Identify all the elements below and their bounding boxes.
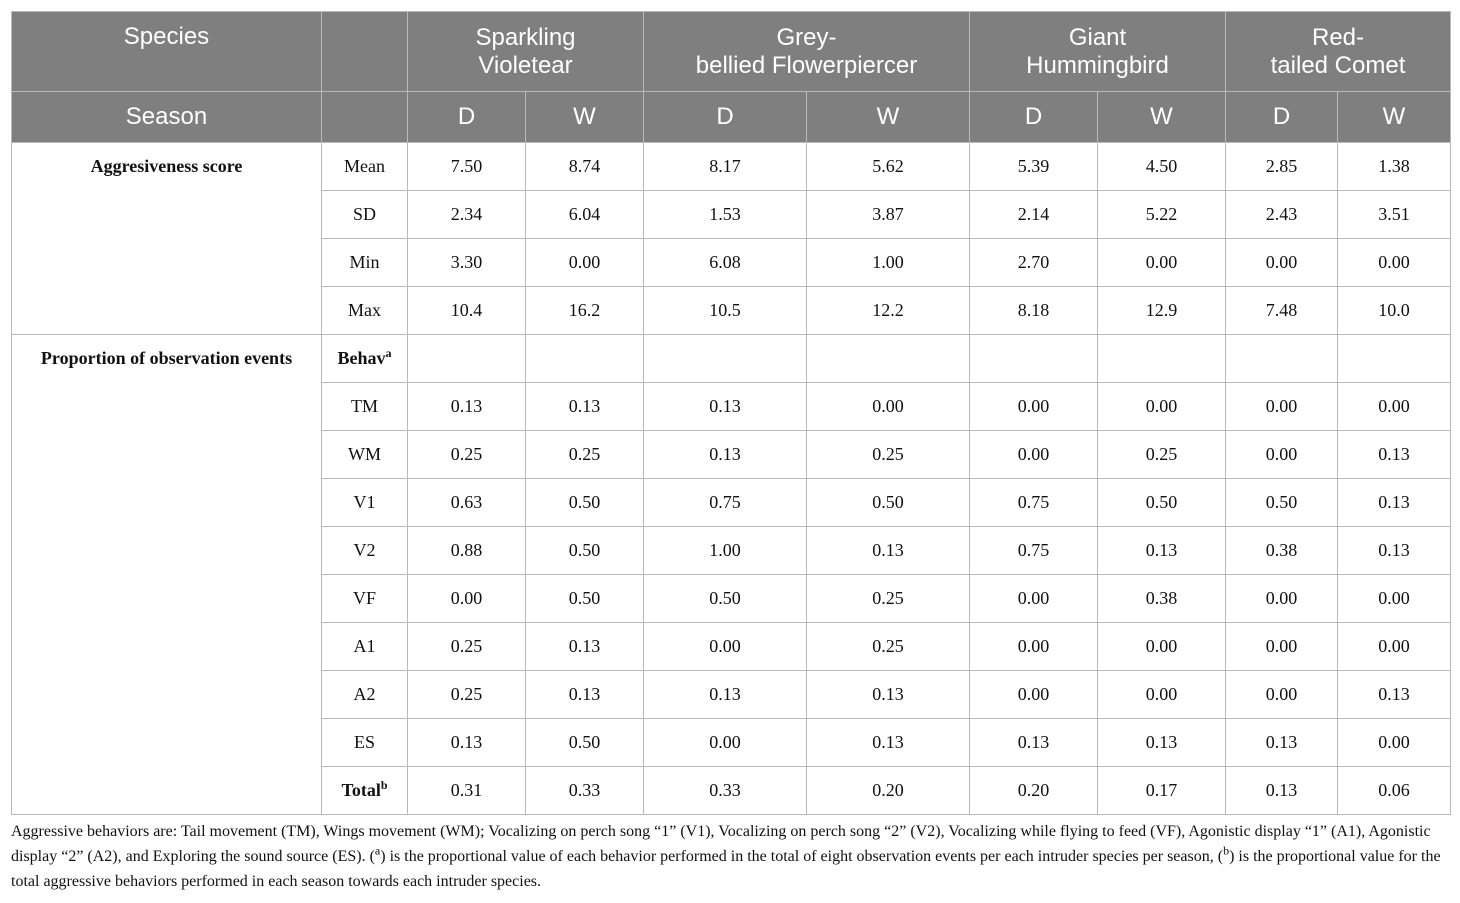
behavior-label: A1	[322, 623, 408, 671]
value-cell: 2.43	[1226, 191, 1338, 239]
value-cell: 0.25	[1098, 431, 1226, 479]
empty-cell	[807, 335, 970, 383]
value-cell: 0.25	[408, 431, 526, 479]
value-cell: 0.00	[644, 623, 807, 671]
value-cell: 3.30	[408, 239, 526, 287]
value-cell: 8.17	[644, 143, 807, 191]
total-label: Total$^b$	[322, 767, 408, 815]
value-cell: 5.39	[970, 143, 1098, 191]
behavior-label: ES	[322, 719, 408, 767]
value-cell: 0.00	[1338, 623, 1451, 671]
value-cell: 3.87	[807, 191, 970, 239]
species-header: Sparkling Violetear	[408, 12, 644, 92]
value-cell: 1.00	[644, 527, 807, 575]
behavior-label: VF	[322, 575, 408, 623]
value-cell: 0.33	[526, 767, 644, 815]
value-cell: 0.25	[526, 431, 644, 479]
stat-label: Min	[322, 239, 408, 287]
value-cell: 0.33	[644, 767, 807, 815]
value-cell: 2.14	[970, 191, 1098, 239]
value-cell: 0.13	[1338, 671, 1451, 719]
value-cell: 0.50	[526, 575, 644, 623]
value-cell: 0.38	[1098, 575, 1226, 623]
value-cell: 0.31	[408, 767, 526, 815]
header-blank-cell	[322, 12, 408, 92]
value-cell: 10.5	[644, 287, 807, 335]
value-cell: 2.70	[970, 239, 1098, 287]
stat-label: Max	[322, 287, 408, 335]
value-cell: 0.13	[644, 383, 807, 431]
table-container	[11, 11, 1450, 815]
behavior-label: V1	[322, 479, 408, 527]
value-cell: 0.00	[1226, 431, 1338, 479]
value-cell: 0.13	[408, 383, 526, 431]
value-cell: 0.13	[1226, 719, 1338, 767]
value-cell: 10.0	[1338, 287, 1451, 335]
season-header: W	[526, 92, 644, 143]
value-cell: 0.75	[644, 479, 807, 527]
value-cell: 12.9	[1098, 287, 1226, 335]
value-cell: 0.00	[1098, 383, 1226, 431]
behavior-label: WM	[322, 431, 408, 479]
behavior-label: TM	[322, 383, 408, 431]
value-cell: 0.00	[1338, 719, 1451, 767]
value-cell: 0.13	[970, 719, 1098, 767]
season-header: D	[1226, 92, 1338, 143]
value-cell: 0.00	[1226, 383, 1338, 431]
season-header: W	[1098, 92, 1226, 143]
species-header: Red- tailed Comet	[1226, 12, 1451, 92]
value-cell: 1.00	[807, 239, 970, 287]
stat-label: Mean	[322, 143, 408, 191]
aggressiveness-table	[11, 11, 1451, 815]
value-cell: 0.00	[970, 575, 1098, 623]
value-cell: 0.50	[526, 527, 644, 575]
value-cell: 1.53	[644, 191, 807, 239]
value-cell: 10.4	[408, 287, 526, 335]
table-footnote: Aggressive behaviors are: Tail movement (TM), Wings movement (WM); Vocalizing on perch song “1” (V1), Vocalizing on perch song “2” (V2), Vocalizing while flying to feed (VF), Agonistic display “1” (A1), Agonistic display “2” (A2), and Exploring the sound source (ES). ($^a$) is the proportional value of each behavior performed in the total of eight observation events per each intruder species per season, ($^b$) is the proportional value for the total aggressive behaviors performed in each season towards each intruder species.	[11, 823, 1441, 890]
value-cell: 0.25	[807, 575, 970, 623]
value-cell: 0.13	[807, 671, 970, 719]
aggressiveness-score-label: Aggresiveness score	[12, 143, 322, 335]
table-row	[12, 143, 1451, 191]
value-cell: 0.00	[1226, 623, 1338, 671]
value-cell: 0.13	[526, 623, 644, 671]
value-cell: 0.00	[1226, 239, 1338, 287]
value-cell: 0.20	[970, 767, 1098, 815]
value-cell: 0.00	[970, 383, 1098, 431]
value-cell: 0.50	[526, 479, 644, 527]
value-cell: 0.17	[1098, 767, 1226, 815]
value-cell: 0.75	[970, 479, 1098, 527]
value-cell: 0.13	[807, 527, 970, 575]
value-cell: 0.50	[1226, 479, 1338, 527]
empty-cell	[408, 335, 526, 383]
value-cell: 0.13	[644, 671, 807, 719]
value-cell: 12.2	[807, 287, 970, 335]
value-cell: 0.88	[408, 527, 526, 575]
value-cell: 0.38	[1226, 527, 1338, 575]
value-cell: 7.48	[1226, 287, 1338, 335]
behavior-label: A2	[322, 671, 408, 719]
value-cell: 0.25	[408, 671, 526, 719]
value-cell: 0.50	[644, 575, 807, 623]
season-header: W	[807, 92, 970, 143]
value-cell: 0.50	[526, 719, 644, 767]
species-header-row	[12, 12, 1451, 92]
value-cell: 0.00	[644, 719, 807, 767]
behav-label: Behav$^a$	[322, 335, 408, 383]
value-cell: 0.00	[1226, 575, 1338, 623]
value-cell: 0.20	[807, 767, 970, 815]
value-cell: 0.75	[970, 527, 1098, 575]
empty-cell	[1338, 335, 1451, 383]
value-cell: 0.50	[1098, 479, 1226, 527]
value-cell: 2.34	[408, 191, 526, 239]
empty-cell	[1226, 335, 1338, 383]
value-cell: 5.22	[1098, 191, 1226, 239]
value-cell: 0.13	[1338, 431, 1451, 479]
value-cell: 0.25	[807, 623, 970, 671]
season-header: D	[970, 92, 1098, 143]
value-cell: 0.13	[1098, 719, 1226, 767]
season-header-row	[12, 92, 1451, 143]
value-cell: 0.25	[408, 623, 526, 671]
value-cell: 0.00	[408, 575, 526, 623]
header-blank-cell	[322, 92, 408, 143]
table-row	[12, 335, 1451, 383]
value-cell: 0.13	[526, 383, 644, 431]
value-cell: 0.00	[1098, 623, 1226, 671]
value-cell: 0.25	[807, 431, 970, 479]
value-cell: 2.85	[1226, 143, 1338, 191]
species-header: Grey- bellied Flowerpiercer	[644, 12, 970, 92]
value-cell: 0.13	[1338, 479, 1451, 527]
value-cell: 1.38	[1338, 143, 1451, 191]
value-cell: 0.13	[644, 431, 807, 479]
season-header: D	[408, 92, 526, 143]
value-cell: 0.13	[1338, 527, 1451, 575]
value-cell: 0.50	[807, 479, 970, 527]
behavior-label: V2	[322, 527, 408, 575]
value-cell: 0.13	[408, 719, 526, 767]
value-cell: 8.74	[526, 143, 644, 191]
proportion-label: Proportion of observation events	[12, 335, 322, 815]
value-cell: 0.06	[1338, 767, 1451, 815]
value-cell: 16.2	[526, 287, 644, 335]
season-header: W	[1338, 92, 1451, 143]
value-cell: 0.00	[970, 671, 1098, 719]
value-cell: 8.18	[970, 287, 1098, 335]
value-cell: 0.00	[1338, 575, 1451, 623]
value-cell: 3.51	[1338, 191, 1451, 239]
value-cell: 0.00	[970, 623, 1098, 671]
value-cell: 0.00	[807, 383, 970, 431]
stat-label: SD	[322, 191, 408, 239]
season-header: D	[644, 92, 807, 143]
value-cell: 0.00	[1226, 671, 1338, 719]
value-cell: 0.00	[526, 239, 644, 287]
species-header: Giant Hummingbird	[970, 12, 1226, 92]
value-cell: 0.13	[807, 719, 970, 767]
value-cell: 0.00	[970, 431, 1098, 479]
value-cell: 6.04	[526, 191, 644, 239]
value-cell: 0.13	[1226, 767, 1338, 815]
value-cell: 0.00	[1338, 239, 1451, 287]
value-cell: 0.00	[1338, 383, 1451, 431]
value-cell: 0.00	[1098, 671, 1226, 719]
value-cell: 6.08	[644, 239, 807, 287]
value-cell: 7.50	[408, 143, 526, 191]
season-label: Season	[12, 92, 322, 143]
species-label: Species	[12, 12, 322, 92]
value-cell: 0.63	[408, 479, 526, 527]
value-cell: 5.62	[807, 143, 970, 191]
value-cell: 4.50	[1098, 143, 1226, 191]
value-cell: 0.13	[1098, 527, 1226, 575]
value-cell: 0.00	[1098, 239, 1226, 287]
value-cell: 0.13	[526, 671, 644, 719]
empty-cell	[526, 335, 644, 383]
empty-cell	[644, 335, 807, 383]
empty-cell	[970, 335, 1098, 383]
empty-cell	[1098, 335, 1226, 383]
